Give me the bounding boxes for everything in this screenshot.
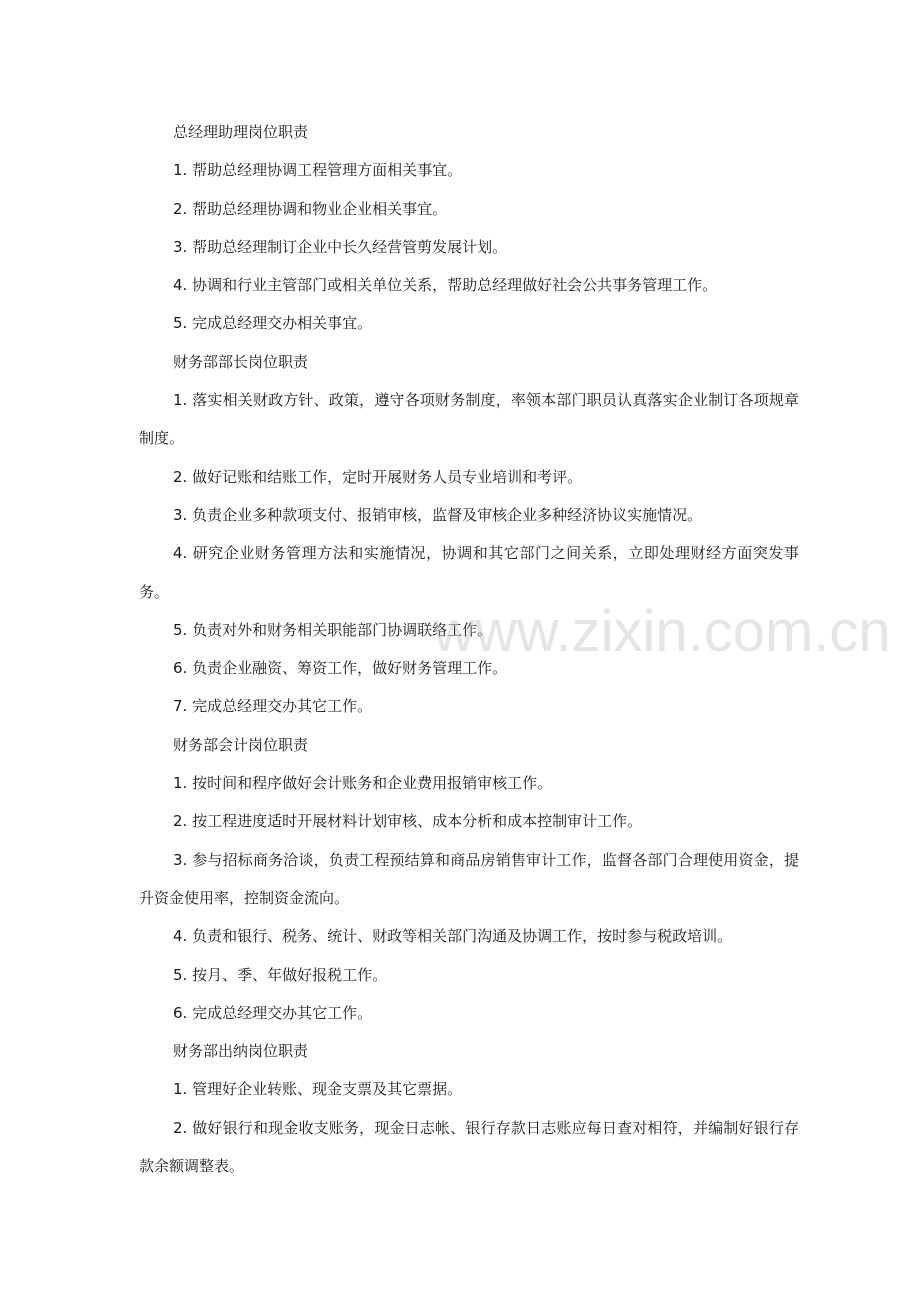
document-body [139, 113, 799, 1185]
list-item: 2. 做好记账和结账工作，定时开展财务人员专业培训和考评。 [173, 467, 583, 486]
list-item: 3. 负责企业多种款项支付、报销审核，监督及审核企业多种经济协议实施情况。 [173, 505, 703, 524]
section-title: 财务部出纳岗位职责 [173, 1042, 309, 1061]
list-item: 5. 负责对外和财务相关职能部门协调联络工作。 [173, 620, 493, 639]
list-item: 7. 完成总经理交办其它工作。 [173, 697, 373, 716]
list-item: 3. 参与招标商务洽谈，负责工程预结算和商品房销售审计工作，监督各部门合理使用资金，提升资金使用率，控制资金流向。 [139, 850, 799, 907]
list-item: 4. 研究企业财务管理方法和实施情况，协调和其它部门之间关系，立即处理财经方面突发事务。 [139, 544, 799, 601]
list-item: 4. 负责和银行、税务、统计、财政等相关部门沟通及协调工作，按时参与税政培训。 [173, 927, 733, 946]
list-item: 4. 协调和行业主管部门或相关单位关系，帮助总经理做好社会公共事务管理工作。 [173, 276, 718, 295]
list-item: 1. 按时间和程序做好会计账务和企业费用报销审核工作。 [173, 774, 553, 793]
list-item: 2. 帮助总经理协调和物业企业相关事宜。 [173, 199, 448, 218]
section-title: 总经理助理岗位职责 [173, 123, 309, 141]
watermark: www.zixin.com.cn [433, 599, 891, 664]
list-item: 2. 按工程进度适时开展材料计划审核、成本分析和成本控制审计工作。 [173, 812, 643, 831]
list-item: 6. 完成总经理交办其它工作。 [173, 1003, 373, 1022]
list-item: 5. 按月、季、年做好报税工作。 [173, 965, 388, 984]
section-title: 财务部会计岗位职责 [173, 735, 309, 754]
list-item: 1. 帮助总经理协调工程管理方面相关事宜。 [173, 161, 463, 180]
list-item: 5. 完成总经理交办相关事宜。 [173, 314, 373, 333]
list-item: 2. 做好银行和现金收支账务，现金日志帐、银行存款日志账应每日查对相符，并编制好银行存款余额调整表。 [139, 1118, 799, 1176]
list-item: 1. 落实相关财政方针、政策，遵守各项财务制度，率领本部门职员认真落实企业制订各项规章制度。 [139, 391, 799, 448]
list-item: 1. 管理好企业转账、现金支票及其它票据。 [173, 1080, 463, 1099]
section-title: 财务部部长岗位职责 [173, 352, 309, 371]
list-item: 6. 负责企业融资、筹资工作，做好财务管理工作。 [173, 659, 508, 678]
list-item: 3. 帮助总经理制订企业中长久经营管剪发展计划。 [173, 237, 508, 256]
